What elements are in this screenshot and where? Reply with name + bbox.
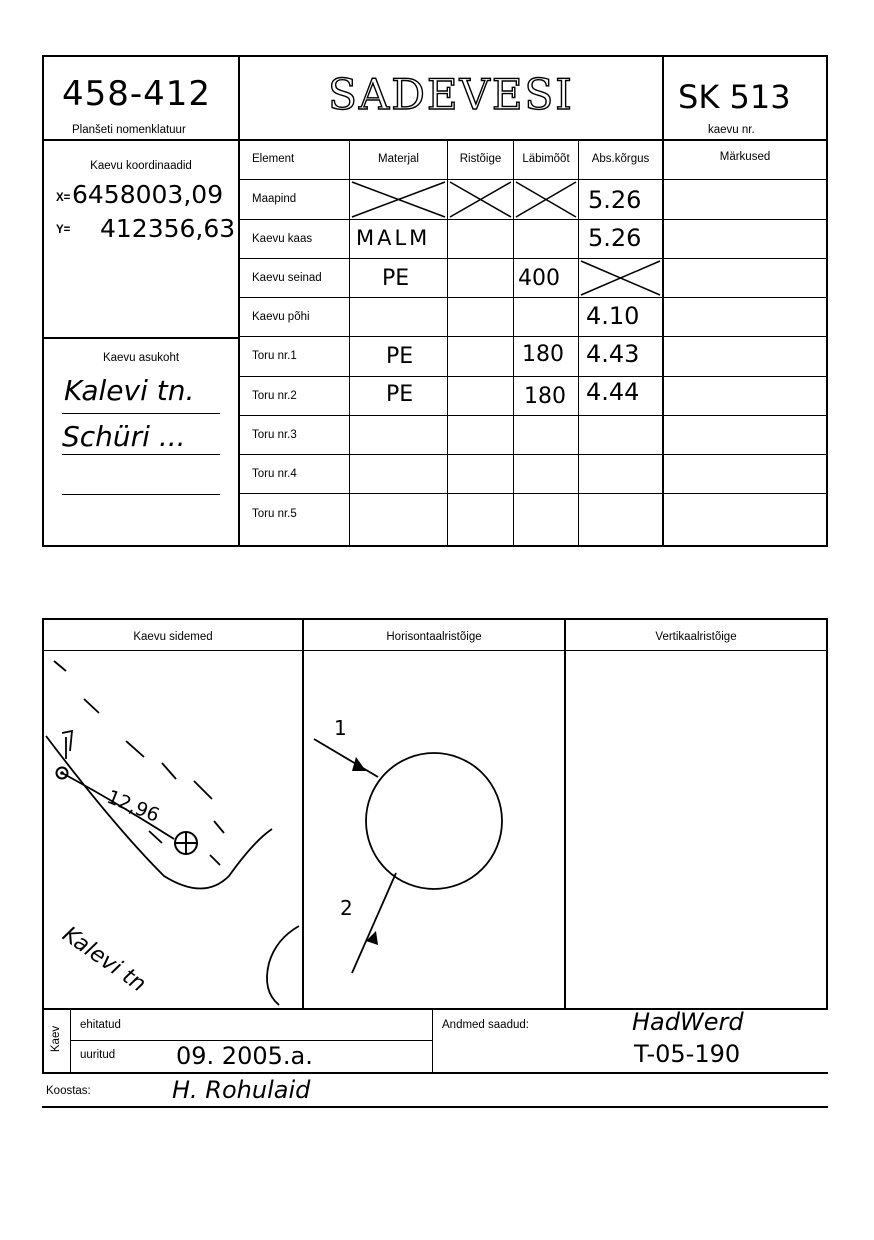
col-header-cross-section: Ristõige	[459, 153, 502, 165]
row-label-pipe-1: Toru nr.1	[252, 350, 297, 362]
location-line-2: Schüri ...	[62, 420, 186, 453]
y-coordinate: 412356,63	[100, 214, 236, 243]
abs-pipe-1: 4.43	[586, 340, 640, 368]
well-number-label: kaevu nr.	[708, 124, 755, 136]
abs-ground: 5.26	[588, 186, 642, 214]
row-label-pipe-4: Toru nr.4	[252, 468, 297, 480]
row-label-walls: Kaevu seinad	[252, 272, 322, 284]
surveyed-label: uuritud	[80, 1049, 116, 1061]
pipe-1-label: 1	[334, 716, 347, 740]
x-coordinate: 6458003,09	[72, 180, 224, 209]
author-label: Koostas:	[46, 1085, 91, 1097]
row-label-pipe-2: Toru nr.2	[252, 390, 297, 402]
abs-bottom: 4.10	[586, 302, 640, 330]
pipe-2-label: 2	[340, 896, 353, 920]
x-prefix: X=	[56, 192, 71, 204]
row-label-bottom: Kaevu põhi	[252, 311, 310, 323]
surveyed-value: 09. 2005.a.	[176, 1042, 313, 1070]
horizontal-section-label: Horisontaalristõige	[386, 631, 482, 643]
data-source-label: Andmed saadud:	[442, 1019, 529, 1031]
col-header-material: Materjal	[378, 153, 419, 165]
cross-mark	[514, 180, 578, 219]
diameter-walls: 400	[518, 266, 560, 291]
abs-cover: 5.26	[588, 224, 642, 252]
vertical-section-label: Vertikaalristõige	[655, 631, 737, 643]
plansheet-value: 458-412	[62, 74, 212, 114]
coords-label: Kaevu koordinaadid	[90, 160, 192, 172]
data-source-value-1: HadWerd	[632, 1008, 744, 1036]
location-label: Kaevu asukoht	[102, 352, 180, 364]
diameter-pipe-1: 180	[522, 342, 564, 367]
location-line-1: Kalevi tn.	[64, 374, 195, 407]
distance-label: 12,96	[103, 786, 163, 827]
row-label-pipe-5: Toru nr.5	[252, 508, 297, 520]
material-walls: PE	[382, 266, 410, 291]
author-value: H. Rohulaid	[172, 1076, 311, 1104]
material-pipe-1: PE	[386, 344, 414, 369]
links-label: Kaevu sidemed	[133, 631, 213, 643]
material-pipe-2: PE	[386, 382, 414, 407]
col-header-diameter: Läbimõõt	[522, 153, 570, 165]
cross-mark	[579, 259, 662, 297]
y-prefix: Y=	[56, 224, 71, 236]
row-label-pipe-3: Toru nr.3	[252, 429, 297, 441]
horizontal-section-sketch	[304, 651, 564, 1008]
kaev-label: Kaev	[50, 1025, 62, 1053]
cross-mark	[350, 180, 447, 219]
col-header-remarks: Märkused	[719, 151, 771, 163]
row-label-ground: Maapind	[252, 193, 297, 205]
data-source-value-2: T-05-190	[634, 1040, 741, 1068]
well-number-value: SK 513	[678, 78, 791, 116]
row-label-cover: Kaevu kaas	[252, 233, 313, 245]
diameter-pipe-2: 180	[524, 384, 566, 409]
street-label: Kalevi tn	[57, 922, 151, 998]
abs-pipe-2: 4.44	[586, 378, 640, 406]
col-header-abs-height: Abs.kõrgus	[591, 153, 650, 165]
material-cover: MALM	[356, 226, 431, 250]
built-label: ehitatud	[80, 1019, 121, 1031]
page-title: SADEVESI	[328, 70, 574, 119]
col-header-element: Element	[252, 153, 295, 165]
cross-mark	[448, 180, 513, 219]
plansheet-label: Planšeti nomenklatuur	[72, 124, 186, 136]
